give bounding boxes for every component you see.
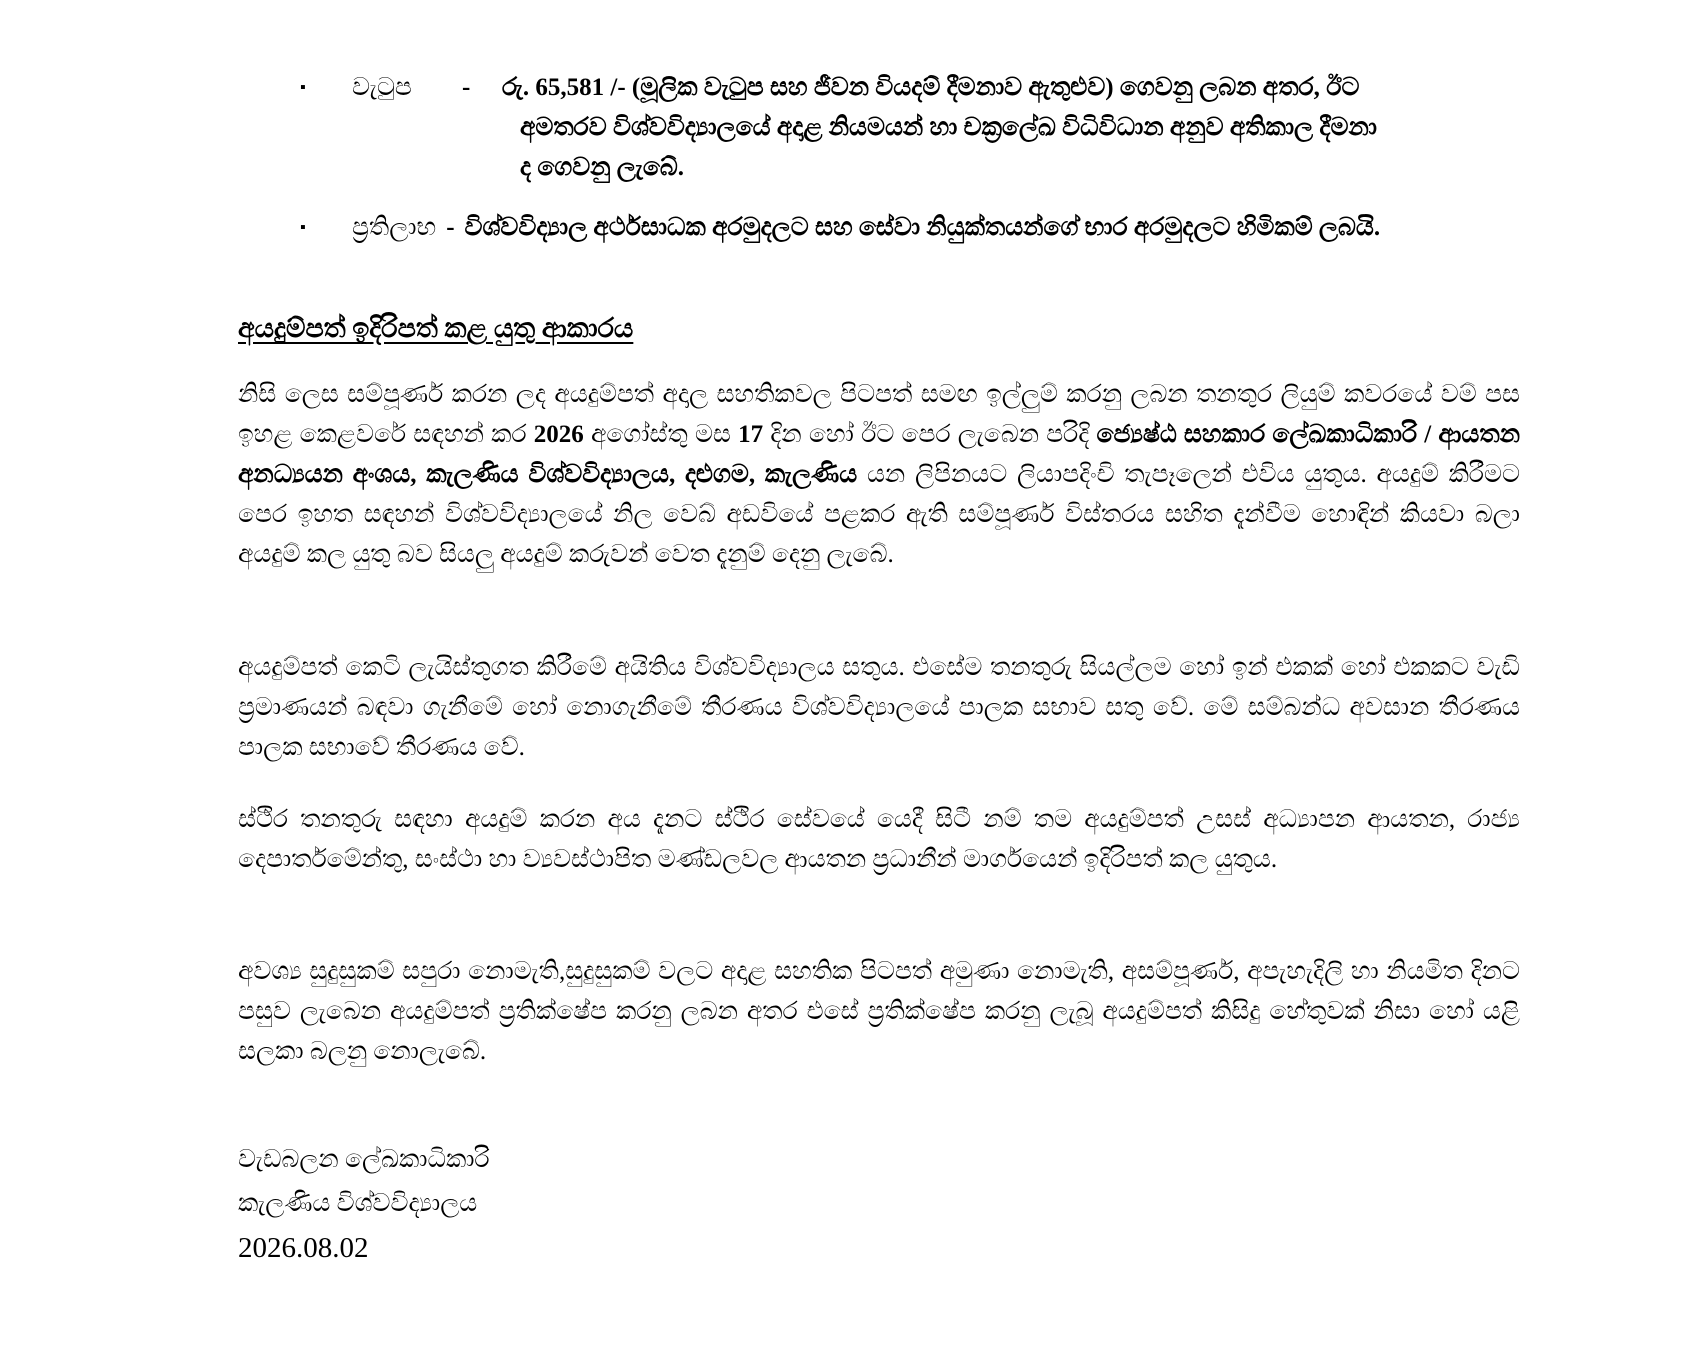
benefits-label: ප්‍රතිලාභ [352, 214, 437, 241]
benefits-item [300, 208, 1520, 248]
benefits-list [300, 68, 1520, 248]
signature-block [238, 1138, 490, 1270]
deadline-year: 2026 [533, 421, 584, 448]
benefits-text: විශ්වවිද්‍යාල අර්ථසාධක අරමුදලට සහ සේවා නියුක්තයන්ගේ භාර අරමුදලට හිමිකම් ලබයි. [464, 214, 1381, 241]
shortlisting-paragraph: අයදුම්පත් කෙටි ලැයිස්තුගත කිරීමේ අයිතිය විශ්වවිද්‍යාලය සතුය. එසේම තනතුරු සියල්ලම හෝ ඉන් එකක් හෝ එකකට වැඩි ප්‍රමාණයන් බඳවා ගැනීමේ හෝ නොගැනීමේ තීරණය විශ්වවිද්‍යාලයේ පාලක සභාව සතු වේ. මේ සම්බන්ධ අවසාන තීරණය පාලක සභාවේ තීරණය වේ. [238, 654, 1520, 761]
deadline-day: 17 [738, 421, 764, 448]
section-heading: අයදුම්පත් ඉදිරිපත් කළ යුතු ආකාරය [238, 313, 634, 343]
paragraph-text: දින හෝ ඊට පෙර ලැබෙන පරිදි [763, 421, 1097, 448]
postal-address: ජ්‍යෙෂ්ඨ සහකාර ලේඛකාධිකාරි / ආයතන අනධ්‍යයන අංශය, කැලණිය විශ්වවිද්‍යාලය, දළුගම, කැලණිය [238, 421, 1520, 488]
salary-label: වැටුප [352, 74, 412, 101]
paragraph-text: අගෝස්තු මස [583, 421, 739, 448]
salary-text-line-3: ද ගෙවනු ලැබේ. [520, 154, 684, 181]
salary-text-line-1: රු. 65,581 /- (මූලික වැටුප සහ ජීවන වියදම් දීමනාව ඇතුළුව) ගෙවනු ලබන අතර, ඊට [502, 74, 1360, 101]
benefits-dash: - [446, 214, 455, 241]
square-bullet-icon: ▪ [300, 219, 306, 236]
salary-item [300, 68, 1520, 188]
signatory-institution: කැලණිය විශ්වවිද්‍යාලය [238, 1190, 478, 1217]
paragraph-text: නිසි ලෙස සම්පූර්ණ කරන ලද අයදුම්පත් අදාල සහතිකවල පිටපත් සමඟ ඉල්ලුම් කරනු ලබන තනතුර ලියුම් කවරයේ වම් පස ඉහළ කෙළවරේ සඳහන් කර [238, 381, 1520, 448]
square-bullet-icon: ▪ [300, 79, 306, 96]
rejection-paragraph: අවශ්‍ය සුදුසුකම් සපුරා නොමැති,සුදුසුකම් වලට අදාළ සහතික පිටපත් අමුණා නොමැති, අසම්පූර්ණ, අපැහැදිලි හා නියමිත දිනට පසුව ලැබෙන අයදුම්පත් ප්‍රතික්ෂේප කරනු ලබන අතර එසේ ප්‍රතික්ෂේප කරනු ලැබූ අයදුම්පත් කිසිදු හේතුවක් නිසා හෝ යළි සලකා බලනු නොලැබේ. [238, 958, 1520, 1065]
salary-text-line-2: අමතරව විශ්වවිද්‍යාලයේ අදාළ නියමයන් හා චක්‍රලේඛ විධිවිධාන අනුව අතිකාල දීමනා [520, 114, 1377, 141]
permanent-staff-paragraph: ස්ථිර තනතුරු සඳහා අයදුම් කරන අය දැනට ස්ථිර සේවයේ යෙදී සිටී නම් තම අයදුම්පත් උසස් අධ්‍යාපන ආයතන, රාජ්‍ය දෙපාර්තමේන්තු, සංස්ථා හා ව්‍යවස්ථාපිත මණ්ඩලවල ආයතන ප්‍රධානීන් මාර්ගයෙන් ඉදිරිපත් කල යුතුය. [238, 806, 1520, 873]
paragraph-text: යන ලිපිනයට ලියාපදිංචි තැපෑලෙන් එවිය යුතුය. අයදුම් කිරීමට පෙර ඉහත සඳහන් විශ්වවිද්‍යාලයේ නිල වෙබ් අඩවියේ පළකර ඇති සම්පූර්ණ විස්තරය සහිත දැන්වීම හොඳින් කියවා බලා අයදුම් කල යුතු බව සියලු අයදුම් කරුවන් වෙත දැනුම් දෙනු ලැබේ. [238, 461, 1520, 568]
salary-dash: - [462, 74, 471, 101]
signatory-title: වැඩබලන ලේඛකාධිකාරි [238, 1146, 490, 1173]
submission-paragraph [238, 375, 1520, 575]
signature-date: 2026.08.02 [238, 1232, 369, 1264]
